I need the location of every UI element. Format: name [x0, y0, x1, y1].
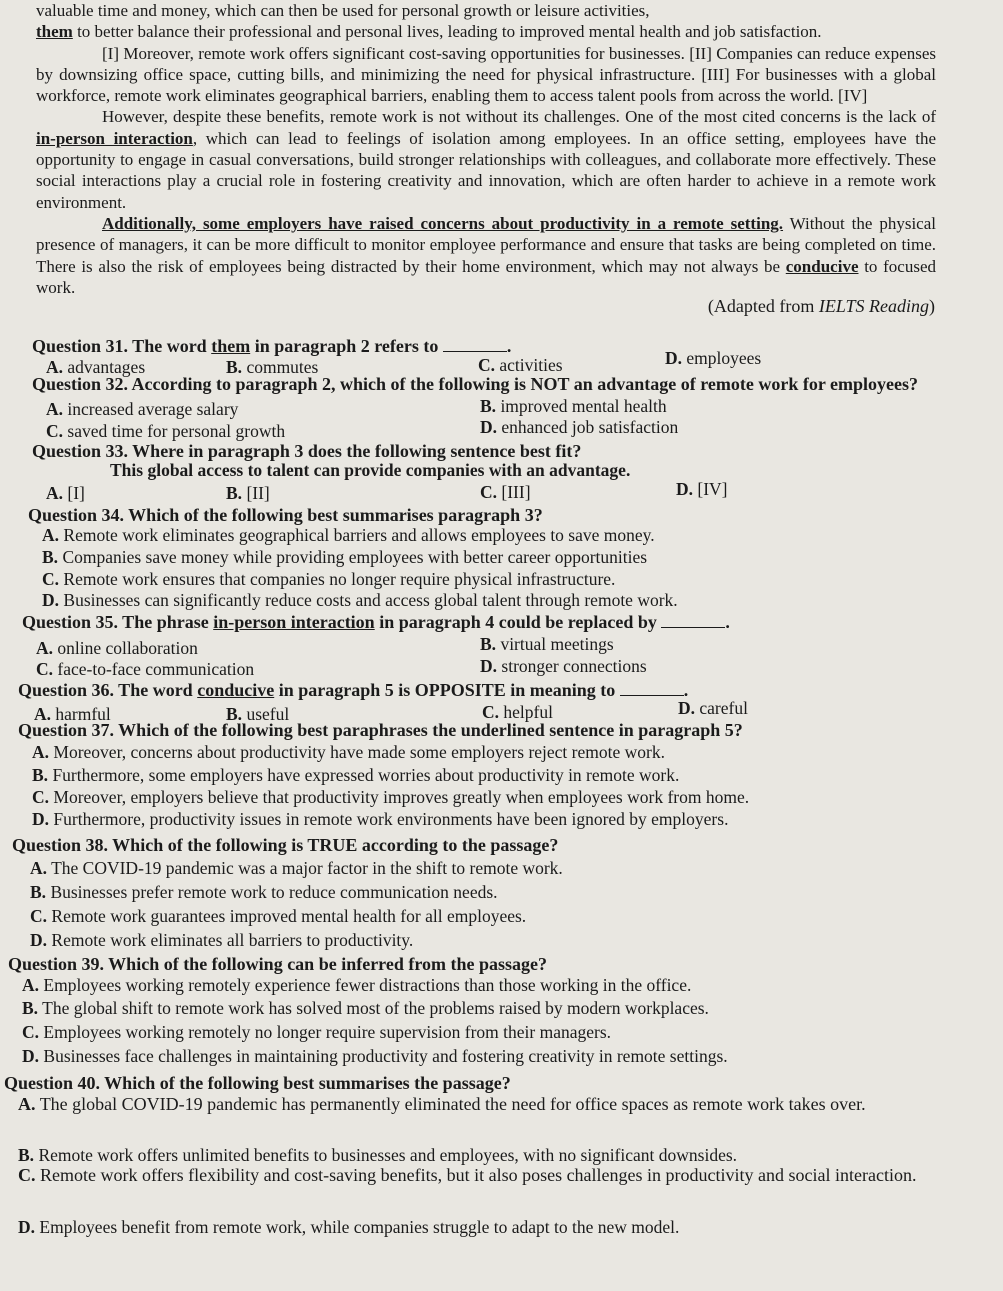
- question-37-option-a[interactable]: A. Moreover, concerns about productivity have made some employers reject remote work.: [32, 742, 665, 762]
- question-39-option-c[interactable]: C. Employees working remotely no longer require supervision from their managers.: [22, 1022, 612, 1042]
- question-39-stem: Question 39. Which of the following can be inferred from the passage?: [8, 954, 547, 974]
- underlined-sentence: Additionally, some employers have raised concerns about productivity in a remote setting.: [102, 213, 784, 233]
- question-31-option-a[interactable]: A. advantages: [46, 357, 146, 377]
- question-35-option-a[interactable]: A. online collaboration: [36, 638, 198, 658]
- paragraph-3: [I] Moreover, remote work offers significant cost-saving opportunities for businesses. [II] Companies can reduce expenses by downsizing office space, cutting bills, and minimizing the need for physical infrastructure. [III] For businesses with a global workforce, remote work eliminates geographical barriers, enabling them to access talent pools from across the world. [IV]: [36, 43, 936, 106]
- word-conducive: conducive: [785, 256, 859, 276]
- question-33-option-d[interactable]: D. [IV]: [676, 479, 728, 499]
- question-40-option-d[interactable]: D. Employees benefit from remote work, while companies struggle to adapt to the new model.: [18, 1217, 680, 1237]
- question-38-stem: Question 38. Which of the following is TRUE according to the passage?: [12, 835, 559, 855]
- question-38-option-c[interactable]: C. Remote work guarantees improved mental health for all employees.: [30, 906, 527, 926]
- question-32-option-a[interactable]: A. increased average salary: [46, 399, 239, 419]
- question-40-option-a[interactable]: A. The global COVID-19 pandemic has permanently eliminated the need for office spaces as remote work takes over.: [18, 1094, 866, 1114]
- question-35-option-d[interactable]: D. stronger connections: [480, 656, 647, 676]
- question-33-option-a[interactable]: A. [I]: [46, 483, 85, 503]
- question-36-option-a[interactable]: A. harmful: [34, 704, 111, 724]
- question-36-option-b[interactable]: B. useful: [226, 704, 290, 724]
- question-39-option-b[interactable]: B. The global shift to remote work has solved most of the problems raised by modern workplaces.: [22, 998, 709, 1018]
- paragraph-4: However, despite these benefits, remote work is not without its challenges. One of the most cited concerns is the lack of in-person interaction, which can lead to feelings of isolation among employees. In an office setting, employees have the opportunity to engage in casual conversations, build stronger relationships with colleagues, and collaborate more effectively. These social interactions play a crucial role in fostering creativity and innovation, which are often harder to achieve in a remote work environment.: [36, 107, 936, 212]
- question-36-option-c[interactable]: C. helpful: [482, 702, 553, 722]
- question-31-option-d[interactable]: D. employees: [665, 348, 762, 368]
- question-37-stem: Question 37. Which of the following best paraphrases the underlined sentence in paragraph 5?: [18, 720, 743, 740]
- question-32-option-c[interactable]: C. saved time for personal growth: [46, 421, 286, 441]
- answer-blank: [443, 337, 507, 352]
- question-35-stem: Question 35. The phrase in-person interaction in paragraph 4 could be replaced by .: [22, 612, 730, 632]
- question-34-option-c[interactable]: C. Remote work ensures that companies no longer require physical infrastructure.: [42, 569, 616, 589]
- question-39-option-a[interactable]: A. Employees working remotely experience fewer distractions than those working in the office.: [22, 975, 692, 995]
- question-38-option-b[interactable]: B. Businesses prefer remote work to reduce communication needs.: [30, 882, 498, 902]
- question-33-sentence: This global access to talent can provide companies with an advantage.: [110, 460, 631, 480]
- question-39-option-d[interactable]: D. Businesses face challenges in maintaining productivity and fostering creativity in remote settings.: [22, 1046, 728, 1066]
- question-34-stem: Question 34. Which of the following best summarises paragraph 3?: [28, 505, 543, 525]
- question-31-stem: Question 31. The word them in paragraph 2 refers to .: [32, 336, 512, 356]
- question-33-stem: Question 33. Where in paragraph 3 does the following sentence best fit?: [32, 441, 582, 461]
- question-35-option-b[interactable]: B. virtual meetings: [480, 634, 614, 654]
- question-34-option-a[interactable]: A. Remote work eliminates geographical barriers and allows employees to save money.: [42, 525, 655, 545]
- answer-blank: [620, 681, 684, 696]
- question-38-option-a[interactable]: A. The COVID-19 pandemic was a major factor in the shift to remote work.: [30, 858, 563, 878]
- answer-blank: [661, 613, 725, 628]
- paragraph-2-end: valuable time and money, which can then be used for personal growth or leisure activities, them to better balance their professional and personal lives, leading to improved mental health and job satisfaction.: [36, 1, 822, 42]
- question-32-option-d[interactable]: D. enhanced job satisfaction: [480, 417, 679, 437]
- question-37-option-d[interactable]: D. Furthermore, productivity issues in remote work environments have been ignored by employers.: [32, 809, 729, 829]
- question-38-option-d[interactable]: D. Remote work eliminates all barriers to productivity.: [30, 930, 414, 950]
- question-33-option-c[interactable]: C. [III]: [480, 482, 531, 502]
- source-citation: (Adapted from IELTS Reading): [707, 296, 935, 316]
- question-37-option-b[interactable]: B. Furthermore, some employers have expressed worries about productivity in remote work.: [32, 765, 680, 785]
- question-34-option-d[interactable]: D. Businesses can significantly reduce costs and access global talent through remote work.: [42, 590, 678, 610]
- word-them: them: [36, 22, 73, 42]
- question-31-option-b[interactable]: B. commutes: [226, 357, 319, 377]
- reading-passage: [36, 0, 936, 298]
- question-40-stem: Question 40. Which of the following best summarises the passage?: [4, 1073, 511, 1093]
- question-34-option-b[interactable]: B. Companies save money while providing employees with better career opportunities: [42, 547, 648, 567]
- question-31-option-c[interactable]: C. activities: [478, 355, 563, 375]
- question-37-option-c[interactable]: C. Moreover, employers believe that productivity improves greatly when employees work from home.: [32, 787, 750, 807]
- question-36-option-d[interactable]: D. careful: [678, 698, 748, 718]
- paragraph-5: Additionally, some employers have raised concerns about productivity in a remote setting. Without the physical presence of managers, it can be more difficult to monitor employee performance and ensure that tasks are being completed on time. There is also the risk of employees being distracted by their home environment, which may not always be conducive to focused work.: [36, 213, 936, 297]
- question-32-option-b[interactable]: B. improved mental health: [480, 396, 667, 416]
- question-33-option-b[interactable]: B. [II]: [226, 483, 270, 503]
- question-40-option-c[interactable]: C. Remote work offers flexibility and cost-saving benefits, but it also poses challenges in productivity and social interaction.: [18, 1165, 917, 1185]
- phrase-in-person-interaction: in-person interaction: [36, 128, 193, 148]
- question-32-stem: Question 32. According to paragraph 2, which of the following is NOT an advantage of remote work for employees?: [32, 374, 918, 394]
- question-40-option-b[interactable]: B. Remote work offers unlimited benefits to businesses and employees, with no significant downsides.: [18, 1145, 738, 1165]
- question-35-option-c[interactable]: C. face-to-face communication: [36, 659, 255, 679]
- question-36-stem: Question 36. The word conducive in paragraph 5 is OPPOSITE in meaning to .: [18, 680, 689, 700]
